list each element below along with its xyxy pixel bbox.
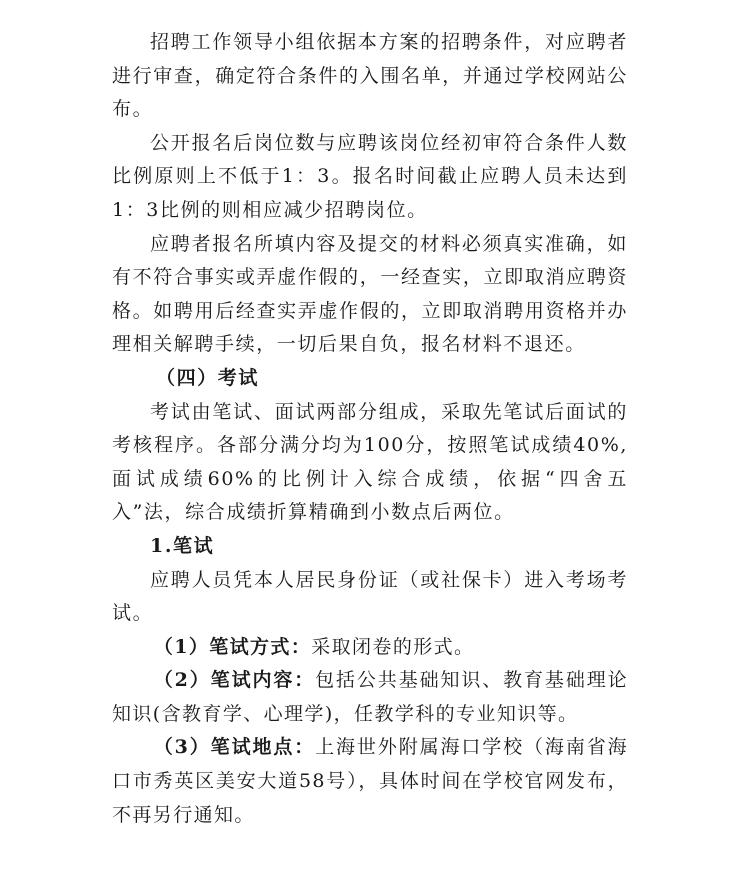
subsection-heading-written-exam: 1.笔试: [150, 534, 215, 557]
item-text: 采取闭卷的形式。: [311, 635, 475, 658]
paragraph-review: 招聘工作领导小组依据本方案的招聘条件，对应聘者进行审查，确定符合条件的入围名单，并通过学校网站公布。: [112, 31, 628, 121]
list-item-exam-format: [112, 631, 628, 665]
paragraph-exam-overview: 考试由笔试、面试两部分组成，采取先笔试后面试的考核程序。各部分满分均为100分，按照笔试成绩40%,面试成绩60%的比例计入综合成绩，依据“四舍五入”法，综合成绩折算精确到小数点后两位。: [112, 400, 628, 524]
item-label: （3）笔试地点：: [153, 736, 316, 759]
section-heading-exam: （四）考试: [156, 366, 260, 389]
list-item-exam-location: [112, 731, 628, 832]
paragraph-authenticity: 应聘者报名所填内容及提交的材料必须真实准确，如有不符合事实或弄虚作假的，一经查实，立即取消应聘资格。如聘用后经查实弄虚作假的，立即取消聘用资格并办理相关解聘手续，一切后果自负，报名材料不退还。: [112, 232, 628, 356]
item-label: （1）笔试方式：: [153, 635, 312, 658]
item-text: 包括公共基础知识、教育基础理论知识(含教育学、心理学)，任教学科的专业知识等。: [112, 669, 628, 725]
paragraph-ratio: 公开报名后岗位数与应聘该岗位经初审符合条件人数比例原则上不低于1：3。报名时间截止应聘人员未达到1：3比例的则相应减少招聘岗位。: [112, 131, 628, 221]
list-item-exam-content: [112, 664, 628, 731]
item-label: （2）笔试内容：: [153, 669, 316, 692]
paragraph-id-requirement: 应聘人员凭本人居民身份证（或社保卡）进入考场考试。: [112, 568, 628, 625]
item-text: 上海世外附属海口学校（海南省海口市秀英区美安大道58号），具体时间在学校官网发布，不再另行通知。: [112, 736, 628, 826]
